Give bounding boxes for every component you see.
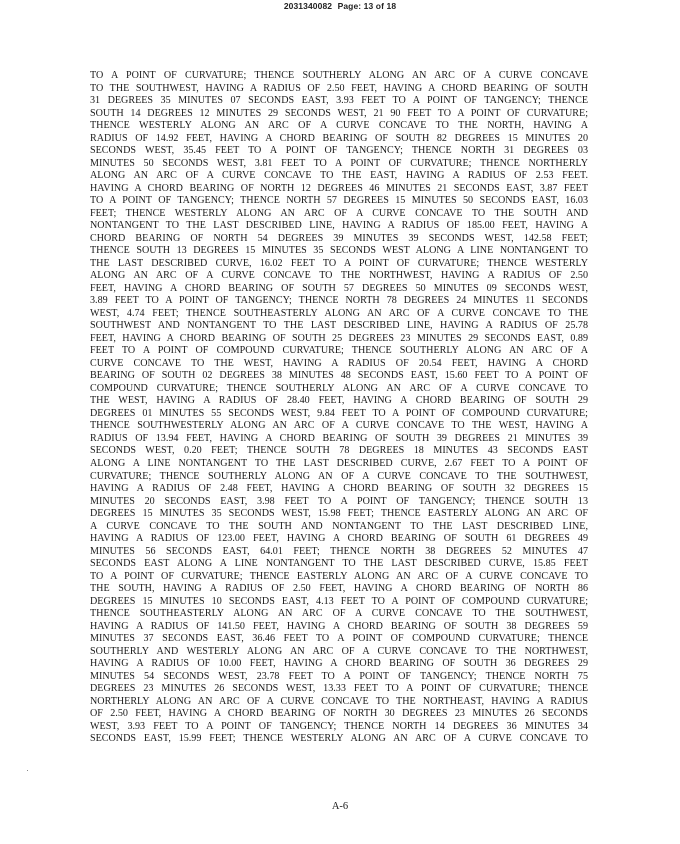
text-line: THENCE WESTERLY ALONG AN ARC OF A CURVE CONCAVE TO THE NORTH, HAVING A xyxy=(90,120,588,132)
legal-description-body xyxy=(90,70,588,746)
text-line: FEET TO A POINT OF COMPOUND CURVATURE; THENCE SOUTHERLY ALONG AN ARC OF A xyxy=(90,345,588,357)
text-line: MINUTES 50 SECONDS WEST, 3.81 FEET TO A POINT OF CURVATURE; THENCE NORTHERLY xyxy=(90,157,588,169)
text-line: RADIUS OF 14.92 FEET, HAVING A CHORD BEARING OF SOUTH 82 DEGREES 15 MINUTES 20 xyxy=(90,132,588,144)
text-line: THE WEST, HAVING A RADIUS OF 28.40 FEET, HAVING A CHORD BEARING OF SOUTH 29 xyxy=(90,395,588,407)
text-line: OF 2.50 FEET, HAVING A CHORD BEARING OF NORTH 30 DEGREES 23 MINUTES 26 SECONDS xyxy=(90,708,588,720)
page-indicator: Page: 13 of 18 xyxy=(337,1,397,11)
text-line: HAVING A CHORD BEARING OF NORTH 12 DEGREES 46 MINUTES 21 SECONDS EAST, 3.87 FEET xyxy=(90,182,588,194)
text-line: ALONG A LINE NONTANGENT TO THE LAST DESCRIBED CURVE, 2.67 FEET TO A POINT OF xyxy=(90,457,588,469)
text-line: COMPOUND CURVATURE; THENCE SOUTHERLY ALONG AN ARC OF A CURVE CONCAVE TO xyxy=(90,382,588,394)
text-line: SOUTHWEST AND NONTANGENT TO THE LAST DESCRIBED LINE, HAVING A RADIUS OF 25.78 xyxy=(90,320,588,332)
text-line: THENCE SOUTHWESTERLY ALONG AN ARC OF A CURVE CONCAVE TO THE WEST, HAVING A xyxy=(90,420,588,432)
text-line: HAVING A RADIUS OF 2.48 FEET, HAVING A CHORD BEARING OF SOUTH 32 DEGREES 15 xyxy=(90,483,588,495)
text-line: THE SOUTH, HAVING A RADIUS OF 2.50 FEET, HAVING A CHORD BEARING OF NORTH 86 xyxy=(90,583,588,595)
text-line: FEET, HAVING A CHORD BEARING OF SOUTH 25 DEGREES 23 MINUTES 29 SECONDS EAST, 0.89 xyxy=(90,332,588,344)
document-id: 2031340082 xyxy=(283,1,333,11)
text-line: TO A POINT OF TANGENCY; THENCE NORTH 57 DEGREES 15 MINUTES 50 SECONDS EAST, 16.03 xyxy=(90,195,588,207)
text-line: TO A POINT OF CURVATURE; THENCE SOUTHERLY ALONG AN ARC OF A CURVE CONCAVE xyxy=(90,70,588,81)
text-line: MINUTES 54 SECONDS WEST, 23.78 FEET TO A POINT OF TANGENCY; THENCE NORTH 75 xyxy=(90,670,588,682)
text-line: SECONDS EAST, 15.99 FEET; THENCE WESTERLY ALONG AN ARC OF A CURVE CONCAVE TO xyxy=(90,733,588,745)
text-line: WEST, 3.93 FEET TO A POINT OF TANGENCY; THENCE NORTH 14 DEGREES 36 MINUTES 34 xyxy=(90,720,588,732)
text-line: ALONG AN ARC OF A CURVE CONCAVE TO THE EAST, HAVING A RADIUS OF 2.53 FEET. xyxy=(90,170,588,182)
text-line: NORTHERLY ALONG AN ARC OF A CURVE CONCAVE TO THE NORTHEAST, HAVING A RADIUS xyxy=(90,695,588,707)
text-line: HAVING A RADIUS OF 123.00 FEET, HAVING A CHORD BEARING OF SOUTH 61 DEGREES 49 xyxy=(90,533,588,545)
text-line: 31 DEGREES 35 MINUTES 07 SECONDS EAST, 3.93 FEET TO A POINT OF TANGENCY; THENCE xyxy=(90,95,588,107)
text-line: NONTANGENT TO THE LAST DESCRIBED LINE, HAVING A RADIUS OF 185.00 FEET, HAVING A xyxy=(90,220,588,232)
text-line: SECONDS WEST, 0.20 FEET; THENCE SOUTH 78 DEGREES 18 MINUTES 43 SECONDS EAST xyxy=(90,445,588,457)
text-line: CURVATURE; THENCE SOUTHERLY ALONG AN OF A CURVE CONCAVE TO THE SOUTHWEST, xyxy=(90,470,588,482)
text-line: DEGREES 23 MINUTES 26 SECONDS WEST, 13.33 FEET TO A POINT OF CURVATURE; THENCE xyxy=(90,683,588,695)
text-line: FEET; THENCE WESTERLY ALONG AN ARC OF A CURVE CONCAVE TO THE SOUTH AND xyxy=(90,207,588,219)
text-line: HAVING A RADIUS OF 141.50 FEET, HAVING A CHORD BEARING OF SOUTH 38 DEGREES 59 xyxy=(90,620,588,632)
text-line: 3.89 FEET TO A POINT OF TANGENCY; THENCE NORTH 78 DEGREES 24 MINUTES 11 SECONDS xyxy=(90,295,588,307)
text-line: MINUTES 20 SECONDS EAST, 3.98 FEET TO A POINT OF TANGENCY; THENCE SOUTH 13 xyxy=(90,495,588,507)
text-line: FEET, HAVING A CHORD BEARING OF SOUTH 57 DEGREES 50 MINUTES 09 SECONDS WEST, xyxy=(90,282,588,294)
text-line: TO THE SOUTHWEST, HAVING A RADIUS OF 2.50 FEET, HAVING A CHORD BEARING OF SOUTH xyxy=(90,82,588,94)
text-line: DEGREES 01 MINUTES 55 SECONDS WEST, 9.84 FEET TO A POINT OF COMPOUND CURVATURE; xyxy=(90,407,588,419)
text-line: SECONDS WEST, 35.45 FEET TO A POINT OF TANGENCY; THENCE NORTH 31 DEGREES 03 xyxy=(90,145,588,157)
text-line: ALONG AN ARC OF A CURVE CONCAVE TO THE NORTHWEST, HAVING A RADIUS OF 2.50 xyxy=(90,270,588,282)
text-line: HAVING A RADIUS OF 10.00 FEET, HAVING A CHORD BEARING OF SOUTH 36 DEGREES 29 xyxy=(90,658,588,670)
page-number: A-6 xyxy=(331,801,349,812)
text-line: THE LAST DESCRIBED CURVE, 16.02 FEET TO A POINT OF CURVATURE; THENCE WESTERLY xyxy=(90,257,588,269)
text-line: TO A POINT OF CURVATURE; THENCE EASTERLY ALONG AN ARC OF A CURVE CONCAVE TO xyxy=(90,570,588,582)
text-line: DEGREES 15 MINUTES 35 SECONDS WEST, 15.98 FEET; THENCE EASTERLY ALONG AN ARC OF xyxy=(90,508,588,520)
text-line: BEARING OF SOUTH 02 DEGREES 38 MINUTES 48 SECONDS EAST, 15.60 FEET TO A POINT OF xyxy=(90,370,588,382)
text-line: RADIUS OF 13.94 FEET, HAVING A CHORD BEARING OF SOUTH 39 DEGREES 21 MINUTES 39 xyxy=(90,432,588,444)
scan-speck xyxy=(27,770,28,771)
text-line: THENCE SOUTHEASTERLY ALONG AN ARC OF A CURVE CONCAVE TO THE SOUTHWEST, xyxy=(90,608,588,620)
page-header xyxy=(0,1,680,11)
text-line: A CURVE CONCAVE TO THE SOUTH AND NONTANGENT TO THE LAST DESCRIBED LINE, xyxy=(90,520,588,532)
text-line: MINUTES 37 SECONDS EAST, 36.46 FEET TO A POINT OF COMPOUND CURVATURE; THENCE xyxy=(90,633,588,645)
text-line: THENCE SOUTH 13 DEGREES 15 MINUTES 35 SECONDS WEST ALONG A LINE NONTANGENT TO xyxy=(90,245,588,257)
text-line: SOUTHERLY AND WESTERLY ALONG AN ARC OF A CURVE CONCAVE TO THE NORTHWEST, xyxy=(90,645,588,657)
text-line: MINUTES 56 SECONDS EAST, 64.01 FEET; THENCE NORTH 38 DEGREES 52 MINUTES 47 xyxy=(90,545,588,557)
text-line: CHORD BEARING OF NORTH 54 DEGREES 39 MINUTES 39 SECONDS WEST, 142.58 FEET; xyxy=(90,232,588,244)
text-line: SOUTH 14 DEGREES 12 MINUTES 29 SECONDS WEST, 21 90 FEET TO A POINT OF CURVATURE; xyxy=(90,107,588,119)
text-line: WEST, 4.74 FEET; THENCE SOUTHEASTERLY ALONG AN ARC OF A CURVE CONCAVE TO THE xyxy=(90,307,588,319)
text-line: DEGREES 15 MINUTES 10 SECONDS EAST, 4.13 FEET TO A POINT OF COMPOUND CURVATURE; xyxy=(90,595,588,607)
text-line: SECONDS EAST ALONG A LINE NONTANGENT TO THE LAST DESCRIBED CURVE, 15.85 FEET xyxy=(90,558,588,570)
text-line: CURVE CONCAVE TO THE WEST, HAVING A RADIUS OF 20.54 FEET, HAVING A CHORD xyxy=(90,357,588,369)
